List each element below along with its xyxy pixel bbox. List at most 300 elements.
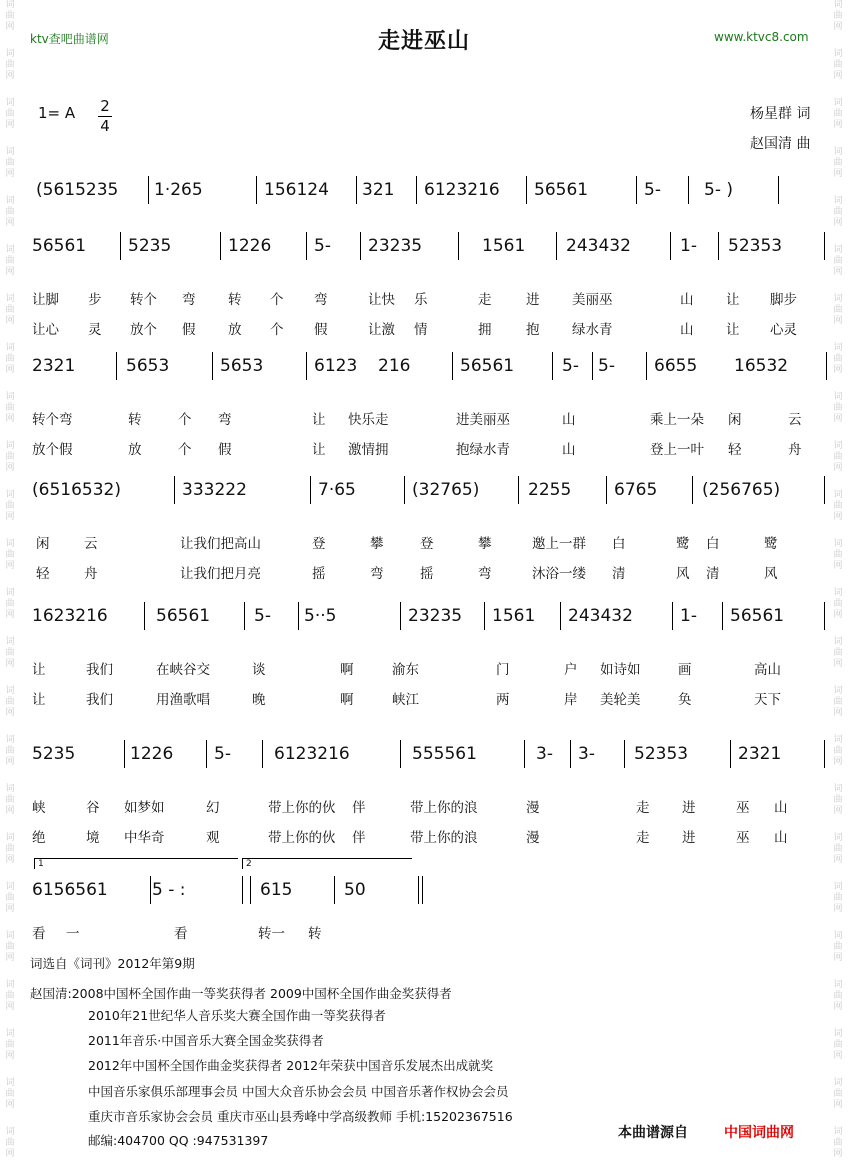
lyric-row-verse-1: [32, 288, 822, 308]
lyric-word: 放个假: [32, 442, 73, 458]
lyric-word: 攀: [478, 536, 492, 552]
note-group: 2255: [528, 480, 572, 500]
barline: [646, 352, 647, 380]
watermark-text: 词曲网: [833, 980, 843, 1012]
lyric-word: 带上你的浪: [410, 830, 478, 846]
lyric-word: 让快: [368, 292, 395, 308]
site-url-label: www.ktvc8.com: [714, 30, 809, 44]
watermark-text: 词曲网: [833, 735, 843, 767]
barline: [722, 602, 723, 630]
lyric-row-verse-1: [32, 796, 822, 816]
composer-bio-line-3: 2011年音乐·中国音乐大赛全国金奖获得者: [88, 1033, 324, 1048]
lyric-word: 我们: [86, 662, 113, 678]
lyric-word: 假: [182, 322, 196, 338]
lyric-word: 轻: [36, 566, 50, 582]
note-group: 6123216: [424, 180, 500, 200]
watermark-text: 词曲网: [833, 1078, 843, 1110]
lyric-word: 转个: [130, 292, 157, 308]
barline: [452, 352, 453, 380]
barline: [360, 232, 361, 260]
note-group: 5-: [598, 356, 615, 376]
lyric-word: 让脚: [32, 292, 59, 308]
lyric-word: 我们: [86, 692, 113, 708]
note-group: 6765: [614, 480, 658, 500]
lyric-word: 舟: [788, 442, 802, 458]
note-group: (5615235: [36, 180, 119, 200]
note-group: 16532: [734, 356, 789, 376]
composer-credit: 赵国清 曲: [750, 136, 811, 152]
lyric-word: 美轮美: [600, 692, 641, 708]
lyric-word: 峡: [32, 800, 46, 816]
lyric-word: 绝: [32, 830, 46, 846]
watermark-text: 词曲网: [5, 490, 15, 522]
barline: [824, 232, 825, 260]
lyric-row-verse-2: [32, 438, 822, 458]
lyric-word: 放: [128, 442, 142, 458]
lyric-word: 看: [32, 926, 46, 942]
watermark-text: 词曲网: [833, 588, 843, 620]
lyric-word: 漫: [526, 830, 540, 846]
barline: [220, 232, 221, 260]
lyric-row-verse-2: [32, 562, 822, 582]
barline: [824, 740, 825, 768]
lyric-word: 晚: [252, 692, 266, 708]
note-group: 5653: [220, 356, 264, 376]
composer-bio-line-5: 中国音乐家俱乐部理事会员 中国大众音乐协会会员 中国音乐著作权协会会员: [88, 1084, 509, 1099]
note-group: 5235: [128, 236, 172, 256]
lyric-word: 清: [612, 566, 626, 582]
watermark-text: 词曲网: [833, 539, 843, 571]
watermark-text: 词曲网: [833, 343, 843, 375]
lyric-word: 巫: [736, 800, 750, 816]
barline: [242, 876, 243, 904]
note-group: 1561: [482, 236, 526, 256]
barline: [120, 232, 121, 260]
note-group: 50: [344, 880, 366, 900]
lyric-row-verse-2: [32, 318, 822, 338]
watermark-text: 词曲网: [833, 49, 843, 81]
note-group: 23235: [368, 236, 423, 256]
lyric-word: 带上你的伙: [268, 800, 336, 816]
lyric-word: 山: [774, 830, 788, 846]
barline: [718, 232, 719, 260]
lyric-word: 步: [88, 292, 102, 308]
barline: [672, 602, 673, 630]
lyric-word: 渝东: [392, 662, 419, 678]
watermark-text: 词曲网: [5, 1078, 15, 1110]
note-group: 1226: [228, 236, 272, 256]
barline: [484, 602, 485, 630]
lyric-word: 在峡谷交: [156, 662, 210, 678]
lyric-word: 情: [414, 322, 428, 338]
barline: [778, 176, 779, 204]
watermark-text: 词曲网: [5, 686, 15, 718]
barline: [150, 876, 151, 904]
note-group: 1-: [680, 236, 697, 256]
lyric-word: 轻: [728, 442, 742, 458]
lyric-word: 抱: [526, 322, 540, 338]
lyric-word: 激情拥: [348, 442, 389, 458]
watermark-text: 词曲网: [5, 588, 15, 620]
lyric-word: 岸: [564, 692, 578, 708]
lyric-word: 清: [706, 566, 720, 582]
barline: [606, 476, 607, 504]
footer-source-label: 本曲谱源自: [618, 1125, 688, 1141]
note-group: 5-: [562, 356, 579, 376]
lyric-word: 闲: [728, 412, 742, 428]
note-group: 5-: [214, 744, 231, 764]
barline: [306, 232, 307, 260]
note-group: 7·65: [318, 480, 356, 500]
volta-first-label: 1: [38, 859, 44, 869]
time-signature-bottom: 4: [100, 117, 110, 135]
lyric-word: 登上一叶: [650, 442, 704, 458]
lyric-word: 一: [66, 926, 80, 942]
note-group: 5 - :: [152, 880, 186, 900]
lyric-word: 门: [496, 662, 510, 678]
note-group: 1226: [130, 744, 174, 764]
note-group: 1-: [680, 606, 697, 626]
composer-bio-line-7: 邮编:404700 QQ :947531397: [88, 1133, 269, 1148]
note-group: 5-: [254, 606, 271, 626]
barline: [556, 232, 557, 260]
watermark-text: 词曲网: [5, 735, 15, 767]
note-group: (256765): [702, 480, 781, 500]
lyric-word: 伴: [352, 800, 366, 816]
note-group: 6156561: [32, 880, 108, 900]
lyric-word: 让: [32, 662, 46, 678]
barline: [310, 476, 311, 504]
lyric-word: 邀上一群: [532, 536, 586, 552]
barline: [624, 740, 625, 768]
lyric-word: 观: [206, 830, 220, 846]
lyric-word: 让心: [32, 322, 59, 338]
lyric-word: 假: [314, 322, 328, 338]
watermark-text: 词曲网: [5, 637, 15, 669]
lyricist-credit: 杨星群 词: [750, 106, 811, 122]
lyric-word: 弯: [182, 292, 196, 308]
barline: [206, 740, 207, 768]
lyric-word: 峡江: [392, 692, 419, 708]
lyric-word: 带上你的浪: [410, 800, 478, 816]
note-group: 6123216: [274, 744, 350, 764]
note-group: 3-: [578, 744, 595, 764]
time-signature-top: 2: [100, 97, 110, 115]
watermark-text: 词曲网: [5, 833, 15, 865]
barline: [244, 602, 245, 630]
note-group: 56561: [460, 356, 515, 376]
lyric-word: 山: [680, 322, 694, 338]
lyric-word: 拥: [478, 322, 492, 338]
barline: [518, 476, 519, 504]
lyric-word: 闲: [36, 536, 50, 552]
time-signature: [98, 98, 112, 135]
watermark-text: 词曲网: [833, 245, 843, 277]
watermark-text: 词曲网: [5, 343, 15, 375]
barline: [212, 352, 213, 380]
lyric-word: 用渔歌唱: [156, 692, 210, 708]
watermark-text: 词曲网: [833, 490, 843, 522]
lyric-word: 白: [612, 536, 626, 552]
lyric-word: 灵: [88, 322, 102, 338]
lyric-word: 山: [774, 800, 788, 816]
source-site-label: ktv查吧曲谱网: [30, 32, 109, 46]
lyric-row-verse-1: [32, 658, 822, 678]
lyric-word: 谈: [252, 662, 266, 678]
lyric-word: 云: [788, 412, 802, 428]
lyric-word: 啊: [340, 692, 354, 708]
note-group: 5··5: [304, 606, 337, 626]
lyric-word: 个: [178, 412, 192, 428]
note-group: 3-: [536, 744, 553, 764]
lyric-word: 伴: [352, 830, 366, 846]
barline: [688, 176, 689, 204]
lyric-word: 让: [726, 292, 740, 308]
lyric-word: 攀: [370, 536, 384, 552]
note-group: 615: [260, 880, 293, 900]
lyric-word: 乐: [414, 292, 428, 308]
note-group: 52353: [728, 236, 783, 256]
lyric-word: 白: [706, 536, 720, 552]
watermark-text: 词曲网: [5, 147, 15, 179]
watermark-text: 词曲网: [833, 392, 843, 424]
lyric-word: 谷: [86, 800, 100, 816]
barline: [636, 176, 637, 204]
watermark-text: 词曲网: [5, 196, 15, 228]
note-group: 321: [362, 180, 395, 200]
barline: [824, 602, 825, 630]
barline: [552, 352, 553, 380]
note-group: 2321: [32, 356, 76, 376]
note-group: 6655: [654, 356, 698, 376]
barline: [250, 876, 251, 904]
lyric-word: 进: [682, 800, 696, 816]
barline: [826, 352, 827, 380]
lyric-word: 舟: [84, 566, 98, 582]
note-group: 5653: [126, 356, 170, 376]
barline: [824, 476, 825, 504]
lyric-word: 个: [270, 292, 284, 308]
barline: [298, 602, 299, 630]
barline: [400, 602, 401, 630]
lyric-word: 弯: [370, 566, 384, 582]
lyric-word: 摇: [312, 566, 326, 582]
lyric-word: 让我们把高山: [180, 536, 261, 552]
lyric-word: 山: [680, 292, 694, 308]
note-group: 5- ): [704, 180, 733, 200]
volta-second-ending: [242, 858, 412, 869]
lyric-word: 奂: [678, 692, 692, 708]
lyric-word: 鹭: [676, 536, 690, 552]
watermark-text: 词曲网: [833, 98, 843, 130]
barline: [416, 176, 417, 204]
lyric-word: 转: [308, 926, 322, 942]
watermark-text: 词曲网: [5, 1127, 15, 1159]
lyric-word: 鹭: [764, 536, 778, 552]
barline: [570, 740, 571, 768]
lyric-word: 抱绿水青: [456, 442, 510, 458]
watermark-text: 词曲网: [5, 0, 15, 32]
lyric-word: 登: [312, 536, 326, 552]
barline: [356, 176, 357, 204]
note-group: 5235: [32, 744, 76, 764]
barline: [422, 876, 423, 904]
lyric-word: 境: [86, 830, 100, 846]
watermark-text: 词曲网: [5, 931, 15, 963]
lyric-word: 放个: [130, 322, 157, 338]
watermark-text: 词曲网: [833, 784, 843, 816]
watermark-text: 词曲网: [833, 1127, 843, 1159]
lyric-word: 沐浴一缕: [532, 566, 586, 582]
key-signature: 1= A: [38, 104, 76, 122]
lyric-word: 绿水青: [572, 322, 613, 338]
lyric-word: 中华奇: [124, 830, 165, 846]
lyric-word: 天下: [754, 692, 781, 708]
lyric-word: 转: [228, 292, 242, 308]
lyric-word: 弯: [314, 292, 328, 308]
lyric-word: 让: [726, 322, 740, 338]
barline: [458, 232, 459, 260]
note-group: 56561: [32, 236, 87, 256]
lyric-word: 画: [678, 662, 692, 678]
watermark-text: 词曲网: [5, 539, 15, 571]
lyric-word: 风: [764, 566, 778, 582]
lyric-word: 美丽巫: [572, 292, 613, 308]
lyric-word: 山: [562, 412, 576, 428]
barline: [670, 232, 671, 260]
lyric-word: 让: [312, 442, 326, 458]
watermark-text: 词曲网: [833, 833, 843, 865]
note-group: (6516532): [32, 480, 121, 500]
watermark-text: 词曲网: [833, 637, 843, 669]
note-group: 6123: [314, 356, 358, 376]
watermark-text: 词曲网: [5, 98, 15, 130]
barline: [560, 602, 561, 630]
barline: [256, 176, 257, 204]
lyric-word: 乘上一朵: [650, 412, 704, 428]
lyric-word: 啊: [340, 662, 354, 678]
lyric-row-verse-1: [32, 408, 822, 428]
lyric-word: 走: [478, 292, 492, 308]
barline: [524, 740, 525, 768]
lyric-word: 漫: [526, 800, 540, 816]
composer-bio-line-4: 2012年中国杯全国作曲金奖获得者 2012年荣获中国音乐发展杰出成就奖: [88, 1058, 494, 1073]
lyric-word: 风: [676, 566, 690, 582]
watermark-text: 词曲网: [5, 1029, 15, 1061]
watermark-text: 词曲网: [833, 1029, 843, 1061]
lyric-word: 云: [84, 536, 98, 552]
barline: [526, 176, 527, 204]
lyric-word: 转一: [258, 926, 285, 942]
lyrics-source-note: 词选自《词刊》2012年第9期: [30, 956, 195, 971]
barline: [730, 740, 731, 768]
lyric-row-verse-1: [32, 922, 822, 942]
watermark-text: 词曲网: [5, 980, 15, 1012]
barline: [692, 476, 693, 504]
note-group: 333222: [182, 480, 247, 500]
lyric-row-verse-1: [32, 532, 822, 552]
note-group: 23235: [408, 606, 463, 626]
watermark-text: 词曲网: [5, 784, 15, 816]
note-group: 52353: [634, 744, 689, 764]
note-group: 555561: [412, 744, 477, 764]
note-group: 2321: [738, 744, 782, 764]
lyric-word: 假: [218, 442, 232, 458]
watermark-text: 词曲网: [833, 196, 843, 228]
lyric-word: 户: [564, 662, 578, 678]
barline: [306, 352, 307, 380]
note-group: 216: [378, 356, 411, 376]
note-group: 1·265: [154, 180, 203, 200]
lyric-word: 走: [636, 800, 650, 816]
lyric-word: 带上你的伙: [268, 830, 336, 846]
lyric-word: 高山: [754, 662, 781, 678]
lyric-word: 放: [228, 322, 242, 338]
lyric-word: 个: [178, 442, 192, 458]
barline: [404, 476, 405, 504]
note-group: 56561: [730, 606, 785, 626]
lyric-word: 心灵: [770, 322, 797, 338]
page-title: 走进巫山: [377, 29, 470, 54]
watermark-text: 词曲网: [833, 931, 843, 963]
watermark-text: 词曲网: [5, 441, 15, 473]
note-group: 5-: [644, 180, 661, 200]
lyric-word: 进美丽巫: [456, 412, 510, 428]
note-group: (32765): [412, 480, 480, 500]
lyric-word: 转个弯: [32, 412, 73, 428]
watermark-text: 词曲网: [5, 392, 15, 424]
watermark-text: 词曲网: [833, 294, 843, 326]
barline: [148, 176, 149, 204]
lyric-word: 快乐走: [348, 412, 389, 428]
lyric-word: 摇: [420, 566, 434, 582]
composer-bio-line-2: 2010年21世纪华人音乐奖大赛全国作曲一等奖获得者: [88, 1008, 386, 1023]
barline: [400, 740, 401, 768]
lyric-row-verse-2: [32, 826, 822, 846]
lyric-word: 让激: [368, 322, 395, 338]
watermark-text: 词曲网: [833, 147, 843, 179]
composer-bio-line-1: 赵国清:2008中国杯全国作曲一等奖获得者 2009中国杯全国作曲金奖获得者: [30, 986, 452, 1001]
lyric-word: 两: [496, 692, 510, 708]
barline: [124, 740, 125, 768]
watermark-text: 词曲网: [5, 882, 15, 914]
note-group: 1623216: [32, 606, 108, 626]
lyric-word: 让: [312, 412, 326, 428]
lyric-word: 脚步: [770, 292, 797, 308]
lyric-word: 巫: [736, 830, 750, 846]
lyric-word: 山: [562, 442, 576, 458]
watermark-text: 词曲网: [5, 245, 15, 277]
note-group: 156124: [264, 180, 329, 200]
watermark-text: 词曲网: [833, 882, 843, 914]
watermark-text: 词曲网: [833, 686, 843, 718]
watermark-text: 词曲网: [833, 441, 843, 473]
lyric-word: 进: [526, 292, 540, 308]
lyric-word: 让: [32, 692, 46, 708]
lyric-word: 走: [636, 830, 650, 846]
lyric-word: 如诗如: [600, 662, 641, 678]
footer-site-name: 中国词曲网: [724, 1125, 794, 1141]
note-group: 1561: [492, 606, 536, 626]
lyric-word: 弯: [218, 412, 232, 428]
lyric-word: 弯: [478, 566, 492, 582]
barline: [116, 352, 117, 380]
volta-second-label: 2: [246, 859, 252, 869]
barline: [174, 476, 175, 504]
lyric-word: 登: [420, 536, 434, 552]
watermark-text: 词曲网: [5, 49, 15, 81]
lyric-word: 看: [174, 926, 188, 942]
